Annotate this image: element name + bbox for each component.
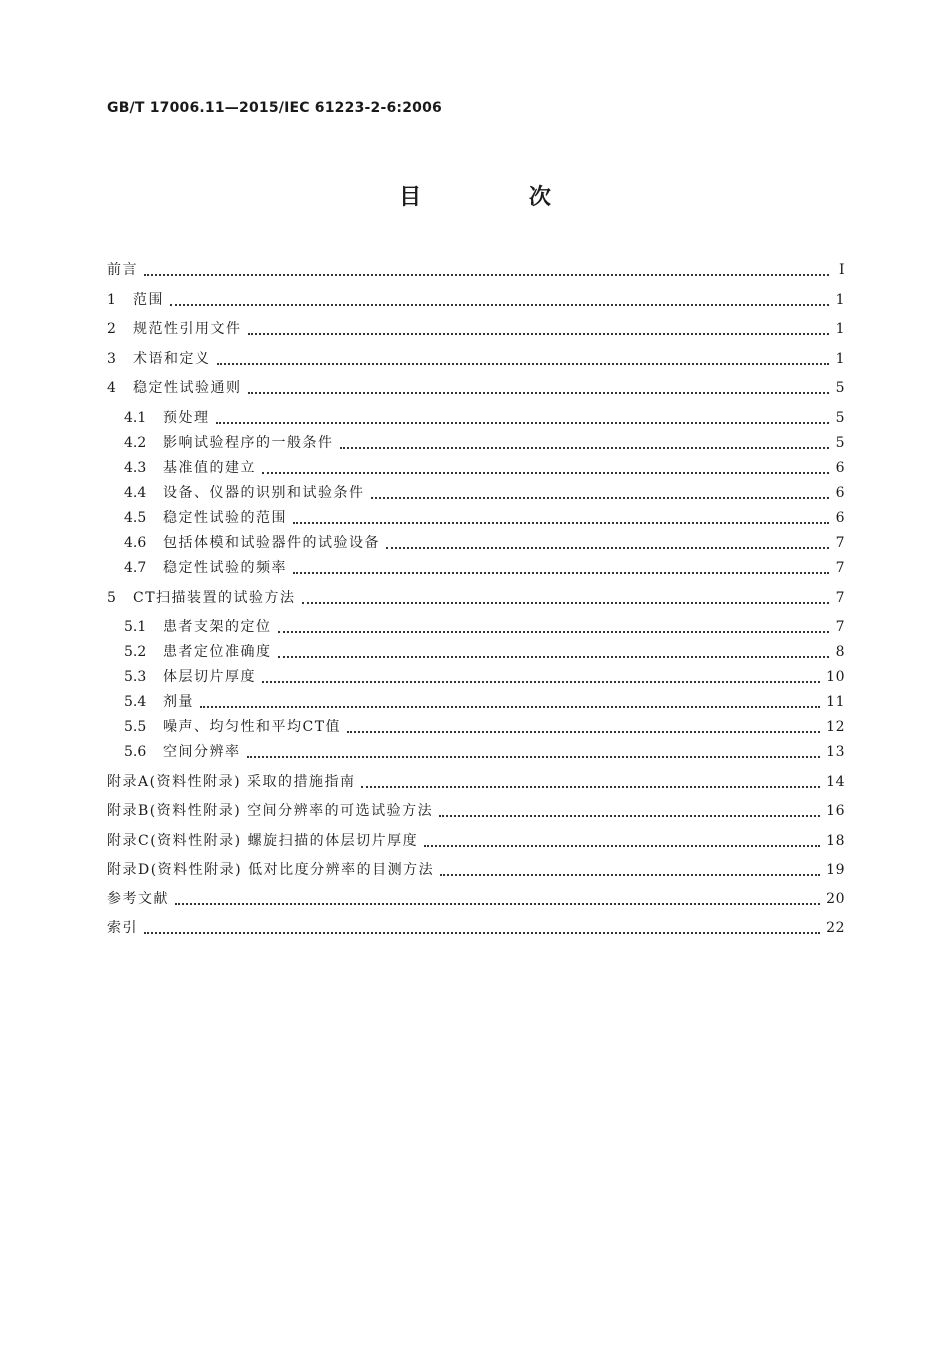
toc-entry-page-number: 7	[835, 535, 845, 551]
toc-entry-page-number: 6	[835, 485, 845, 501]
toc-entry-page-number: 6	[835, 460, 845, 476]
dot-leader	[302, 602, 829, 604]
toc-entry[interactable]	[107, 690, 845, 714]
toc-entry-page-number: 7	[835, 619, 845, 635]
toc-entry[interactable]	[107, 376, 845, 400]
toc-entry-number: 5	[107, 590, 116, 606]
dot-leader	[347, 731, 820, 733]
toc-entry-number: 4.4	[124, 485, 147, 501]
toc-entry-label: 患者定位准确度	[163, 644, 272, 660]
toc-entry-label: 患者支架的定位	[163, 619, 272, 635]
toc-entry-number: 5.4	[124, 694, 147, 710]
toc-entry-page-number: 6	[835, 510, 845, 526]
dot-leader	[262, 681, 820, 683]
toc-entry[interactable]	[107, 481, 845, 505]
toc-entry-label: 规范性引用文件	[133, 321, 242, 337]
toc-entry-number: 2	[107, 321, 116, 337]
toc-entry-label: 附录C(资料性附录) 螺旋扫描的体层切片厚度	[107, 833, 419, 849]
toc-entry-label: 参考文献	[107, 891, 169, 907]
toc-entry-number: 4	[107, 380, 116, 396]
dot-leader	[175, 903, 820, 905]
dot-leader	[361, 786, 820, 788]
dot-leader	[217, 363, 830, 365]
toc-entry-number: 4.3	[124, 460, 147, 476]
toc-entry-number: 5.2	[124, 644, 147, 660]
toc-entry-page-number: 22	[826, 920, 845, 936]
toc-entry-number: 4.7	[124, 560, 147, 576]
toc-entry[interactable]	[107, 858, 845, 882]
toc-entry-page-number: 13	[826, 744, 845, 760]
dot-leader	[424, 845, 820, 847]
dot-leader	[293, 522, 829, 524]
toc-entry-number: 4.5	[124, 510, 147, 526]
toc-entry[interactable]	[107, 317, 845, 341]
dot-leader	[278, 631, 830, 633]
toc-entry-page-number: 8	[835, 644, 845, 660]
toc-entry-page-number: 12	[826, 719, 845, 735]
dot-leader	[440, 874, 820, 876]
toc-entry-label: 索引	[107, 920, 138, 936]
toc-entry[interactable]	[107, 347, 845, 371]
dot-leader	[144, 274, 829, 276]
toc-entry[interactable]	[107, 456, 845, 480]
page-title: 目 次	[399, 185, 601, 210]
toc-entry[interactable]	[107, 715, 845, 739]
toc-entry[interactable]	[107, 531, 845, 555]
toc-entry-page-number: 5	[835, 380, 845, 396]
toc-entry[interactable]	[107, 431, 845, 455]
toc-entry[interactable]	[107, 829, 845, 853]
toc-entry-page-number: 5	[835, 410, 845, 426]
toc-entry-label: CT扫描装置的试验方法	[133, 590, 296, 606]
toc-entry[interactable]	[107, 887, 845, 911]
standard-code-header: GB/T 17006.11—2015/IEC 61223-2-6:2006	[107, 100, 442, 116]
toc-entry-label: 稳定性试验通则	[133, 380, 242, 396]
toc-entry-number: 1	[107, 292, 116, 308]
toc-entry-label: 剂量	[163, 694, 194, 710]
dot-leader	[293, 572, 829, 574]
toc-entry-label: 术语和定义	[133, 351, 211, 367]
toc-entry-page-number: 7	[835, 590, 845, 606]
toc-entry-number: 4.6	[124, 535, 147, 551]
toc-entry[interactable]	[107, 615, 845, 639]
toc-entry-number: 3	[107, 351, 116, 367]
toc-entry-label: 前言	[107, 262, 138, 278]
toc-entry-page-number: Ⅰ	[838, 262, 845, 278]
toc-entry-label: 基准值的建立	[163, 460, 256, 476]
toc-entry-number: 5.1	[124, 619, 147, 635]
toc-entry-label: 噪声、均匀性和平均CT值	[163, 719, 342, 735]
toc-entry-label: 设备、仪器的识别和试验条件	[163, 485, 365, 501]
toc-entry-page-number: 18	[826, 833, 845, 849]
toc-entry-page-number: 16	[826, 803, 845, 819]
toc-entry-label: 包括体模和试验器件的试验设备	[163, 535, 380, 551]
toc-entry[interactable]	[107, 799, 845, 823]
dot-leader	[262, 472, 829, 474]
toc-entry-page-number: 1	[835, 321, 845, 337]
toc-entry-label: 稳定性试验的频率	[163, 560, 287, 576]
toc-entry-number: 5.3	[124, 669, 147, 685]
toc-entry[interactable]	[107, 665, 845, 689]
dot-leader	[386, 547, 829, 549]
toc-entry-label: 附录D(资料性附录) 低对比度分辨率的目测方法	[107, 862, 435, 878]
dot-leader	[200, 706, 820, 708]
toc-entry-number: 4.1	[124, 410, 147, 426]
toc-entry-page-number: 5	[835, 435, 845, 451]
dot-leader	[439, 815, 820, 817]
toc-entry-label: 预处理	[163, 410, 210, 426]
dot-leader	[216, 422, 830, 424]
toc-entry-page-number: 14	[826, 774, 845, 790]
dot-leader	[247, 756, 821, 758]
toc-entry-page-number: 1	[835, 292, 845, 308]
dot-leader	[340, 447, 830, 449]
toc-entry[interactable]	[107, 288, 845, 312]
toc-entry-page-number: 1	[835, 351, 845, 367]
toc-entry-number: 5.5	[124, 719, 147, 735]
toc-entry-label: 影响试验程序的一般条件	[163, 435, 334, 451]
toc-entry-page-number: 19	[826, 862, 845, 878]
toc-entry-page-number: 7	[835, 560, 845, 576]
toc-entry[interactable]	[107, 406, 845, 430]
toc-entry-number: 4.2	[124, 435, 147, 451]
toc-entry-label: 范围	[133, 292, 164, 308]
toc-entry-label: 稳定性试验的范围	[163, 510, 287, 526]
dot-leader	[248, 333, 830, 335]
dot-leader	[278, 656, 830, 658]
toc-entry[interactable]	[107, 770, 845, 794]
toc-entry-label: 体层切片厚度	[163, 669, 256, 685]
toc-entry-number: 5.6	[124, 744, 147, 760]
toc-entry[interactable]	[107, 258, 845, 282]
dot-leader	[144, 932, 820, 934]
toc-entry-page-number: 10	[826, 669, 845, 685]
toc-entry-page-number: 11	[826, 694, 845, 710]
dot-leader	[170, 304, 829, 306]
toc-entry[interactable]	[107, 556, 845, 580]
toc-entry-label: 附录A(资料性附录) 采取的措施指南	[107, 774, 356, 790]
toc-entry[interactable]	[107, 586, 845, 610]
toc-entry[interactable]	[107, 740, 845, 764]
toc-entry-page-number: 20	[826, 891, 845, 907]
dot-leader	[371, 497, 830, 499]
toc-entry-label: 附录B(资料性附录) 空间分辨率的可选试验方法	[107, 803, 434, 819]
toc-entry[interactable]	[107, 640, 845, 664]
toc-entry-label: 空间分辨率	[163, 744, 241, 760]
toc-entry[interactable]	[107, 916, 845, 940]
dot-leader	[248, 392, 830, 394]
toc-entry[interactable]	[107, 506, 845, 530]
